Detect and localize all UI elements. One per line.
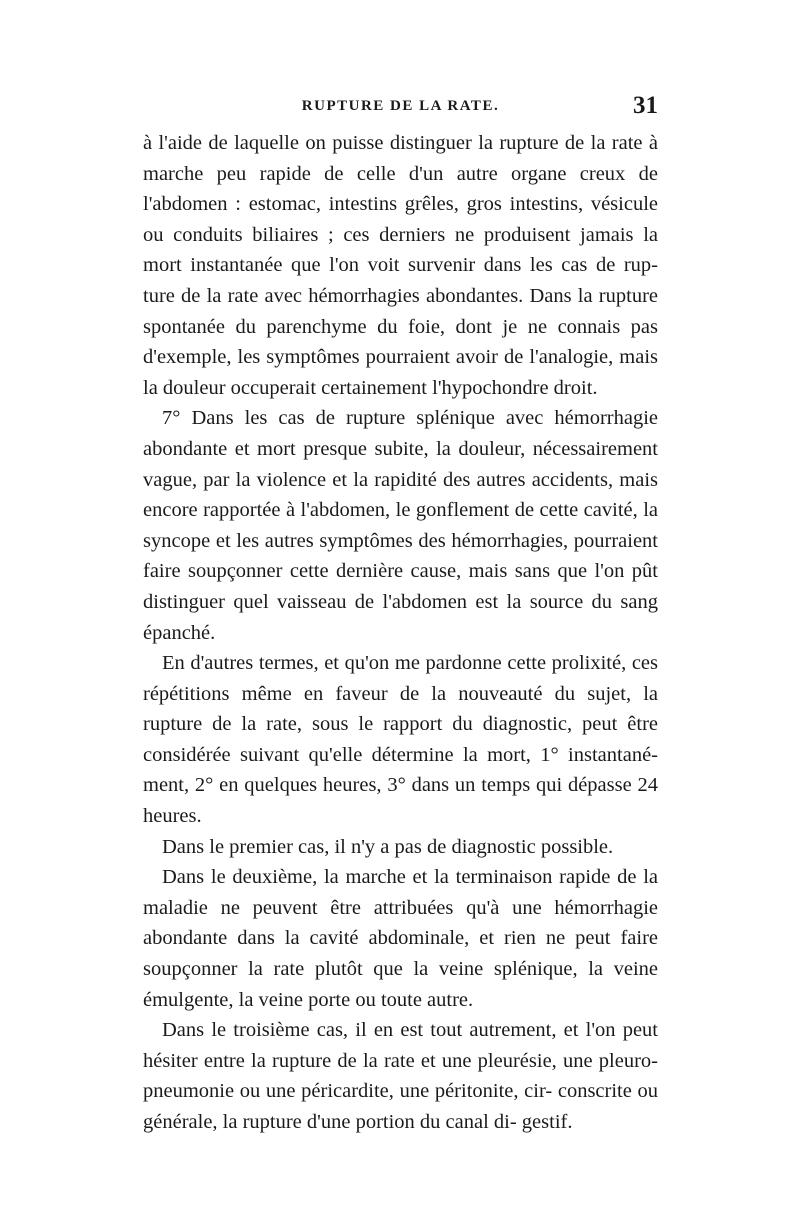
paragraph-first-case: Dans le premier cas, il n'y a pas de diagnostic possible. xyxy=(162,835,614,858)
body-text xyxy=(143,128,658,1138)
page-number: 31 xyxy=(633,92,658,119)
running-head xyxy=(143,92,658,126)
paragraph-second-case: Dans le deuxième, la marche et la terminaison rapide de la maladie ne peuvent être attribuées qu'à une hémorrhagie abondante dans la cavité abdominale, et rien ne peut faire soupçonner la rate plutôt que la veine splénique, la veine émulgente, la veine porte ou toute autre. xyxy=(143,866,658,1011)
paragraph-summary: En d'autres termes, et qu'on me pardonne cette prolixité, ces répétitions même en faveur de la nouveauté du sujet, la rupture de la rate, sous le rapport du diagnostic, peut être considérée suivant qu'elle détermine la mort, 1° instantané- ment, 2° en quelques heures, 3° dans un temps qui dépasse 24 heures. xyxy=(143,652,658,828)
paragraph-third-case: Dans le troisième cas, il en est tout autrement, et l'on peut hésiter entre la rupture de la rate et une pleurésie, une pleuro-pneumonie ou une péricardite, une péritonite, cir- conscrite ou générale, la rupture d'une portion du canal di- gestif. xyxy=(143,1019,658,1133)
running-title: RUPTURE DE LA RATE. xyxy=(301,98,500,114)
paragraph-continuation: à l'aide de laquelle on puisse distinguer la rupture de la rate à marche peu rapide de celle d'un autre organe creux de l'abdomen : estomac, intestins grêles, gros intestins, vésicule ou conduits biliaires ; ces derniers ne produisent jamais la mort instantanée que l'on voit survenir dans les cas de rup- ture de la rate avec hémorrhagies abondantes. Dans la rupture spontanée du parenchyme du foie, dont je ne connais pas d'exemple, les symptômes pourraient avoir de l'analogie, mais la douleur occuperait certainement l'hypochondre droit. xyxy=(143,132,658,399)
paragraph-point-7: 7° Dans les cas de rupture splénique avec hémorrhagie abondante et mort presque subite, la douleur, nécessairement vague, par la violence et la rapidité des autres accidents, mais encore rapportée à l'abdomen, le gonflement de cette cavité, la syncope et les autres symptômes des hémorrhagies, pourraient faire soupçonner cette dernière cause, mais sans que l'on pût distinguer quel vaisseau de l'abdomen est la source du sang épanché. xyxy=(143,407,658,644)
